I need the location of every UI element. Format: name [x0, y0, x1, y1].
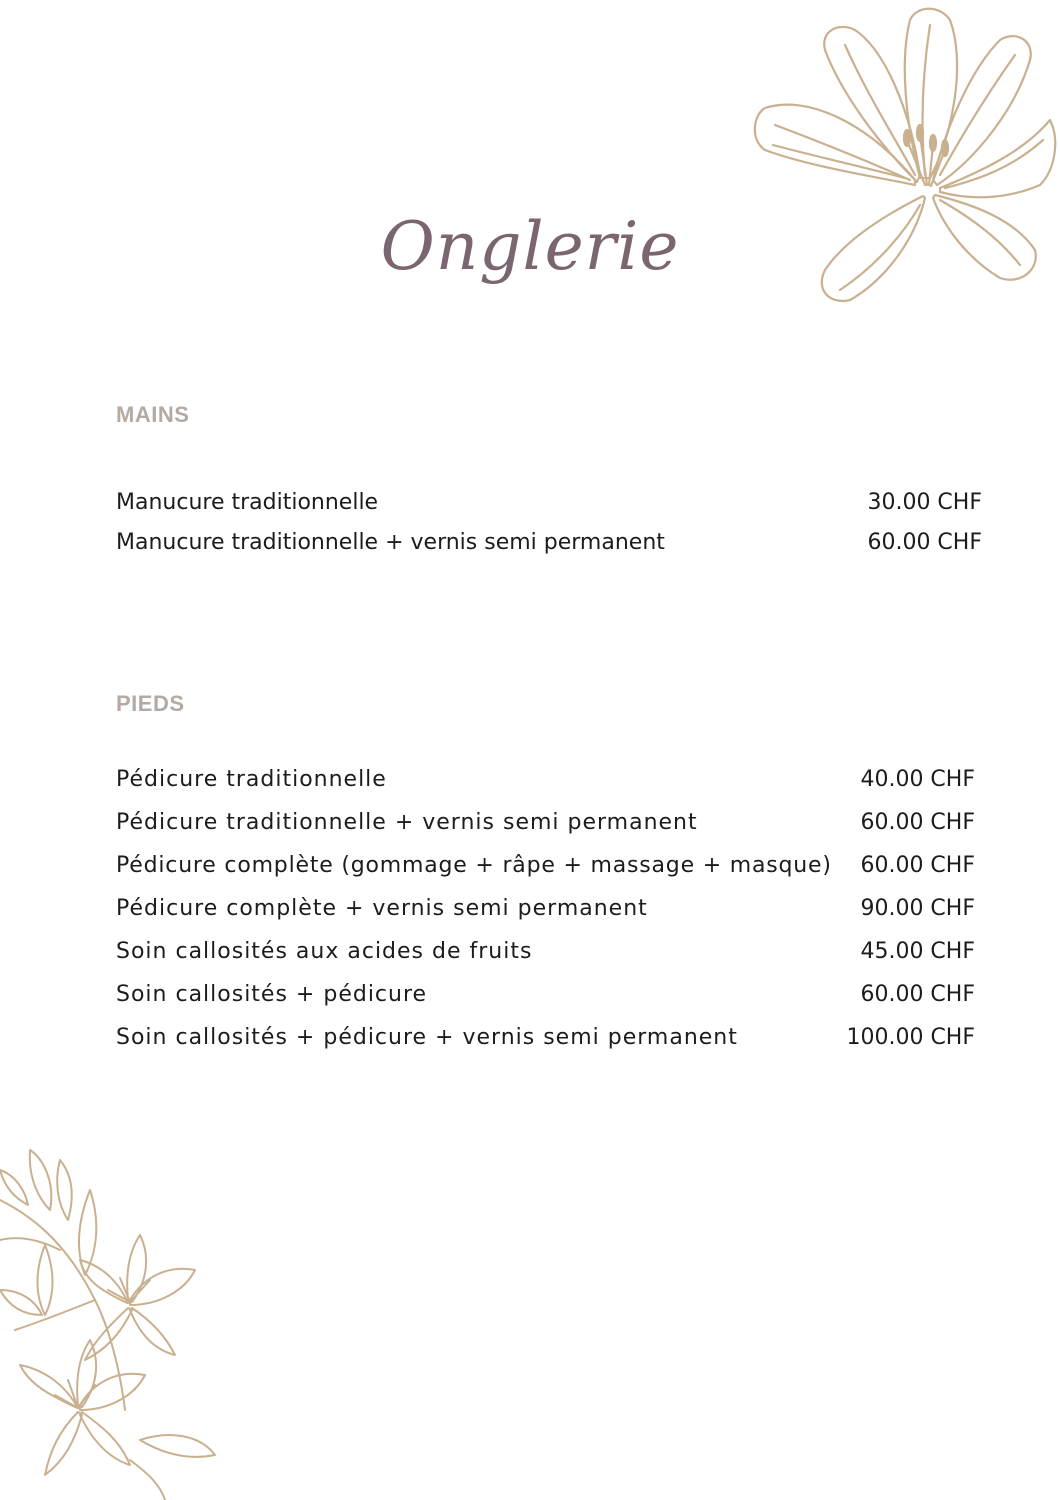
service-name: Pédicure complète + vernis semi permanent [116, 896, 648, 921]
service-name: Soin callosités + pédicure + vernis semi permanent [116, 1025, 738, 1050]
page-title: Onglerie [380, 208, 680, 285]
service-price: 90.00 CHF [860, 896, 975, 921]
service-price: 45.00 CHF [860, 939, 975, 964]
service-name: Pédicure traditionnelle + vernis semi permanent [116, 810, 698, 835]
section-heading: MAINS [116, 402, 190, 427]
service-name: Soin callosités aux acides de fruits [116, 939, 533, 964]
service-price: 40.00 CHF [860, 767, 975, 792]
service-name: Pédicure complète (gommage + râpe + massage + masque) [116, 853, 832, 878]
service-name: Pédicure traditionnelle [116, 767, 387, 792]
service-price: 30.00 CHF [867, 490, 982, 515]
service-price: 60.00 CHF [860, 853, 975, 878]
service-price: 60.00 CHF [867, 530, 982, 555]
service-price: 60.00 CHF [860, 810, 975, 835]
service-price: 100.00 CHF [846, 1025, 975, 1050]
service-price: 60.00 CHF [860, 982, 975, 1007]
service-name: Manucure traditionnelle + vernis semi permanent [116, 530, 665, 555]
lily-branch-icon [0, 1140, 230, 1500]
service-name: Manucure traditionnelle [116, 490, 379, 515]
section-heading: PIEDS [116, 691, 185, 716]
service-name: Soin callosités + pédicure [116, 982, 428, 1007]
